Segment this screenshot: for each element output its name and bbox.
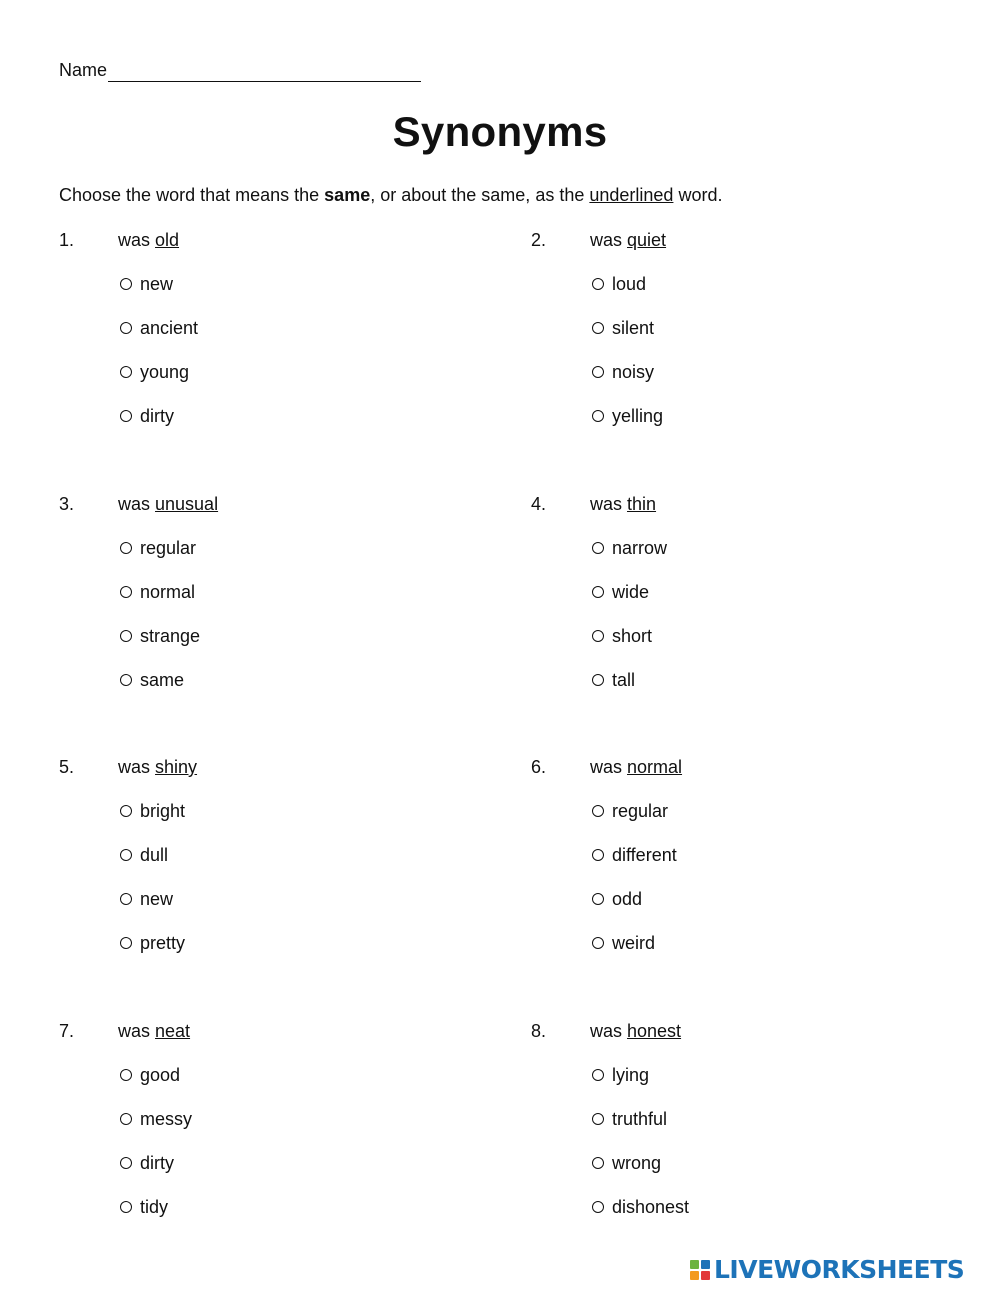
answer-option[interactable]: new bbox=[118, 272, 173, 296]
radio-circle-icon[interactable] bbox=[120, 630, 132, 642]
name-label: Name bbox=[59, 60, 108, 80]
answer-option[interactable]: regular bbox=[118, 536, 196, 560]
liveworksheets-logo bbox=[690, 1256, 964, 1284]
radio-circle-icon[interactable] bbox=[120, 366, 132, 378]
radio-circle-icon[interactable] bbox=[592, 278, 604, 290]
radio-circle-icon[interactable] bbox=[592, 937, 604, 949]
answer-option[interactable]: regular bbox=[590, 799, 668, 823]
radio-circle-icon[interactable] bbox=[120, 278, 132, 290]
radio-circle-icon[interactable] bbox=[120, 937, 132, 949]
radio-circle-icon[interactable] bbox=[592, 542, 604, 554]
radio-circle-icon[interactable] bbox=[120, 542, 132, 554]
radio-circle-icon[interactable] bbox=[592, 674, 604, 686]
radio-circle-icon[interactable] bbox=[120, 586, 132, 598]
radio-circle-icon[interactable] bbox=[120, 322, 132, 334]
answer-option[interactable]: silent bbox=[590, 316, 654, 340]
page-title: Synonyms bbox=[392, 108, 608, 155]
answer-option[interactable]: tidy bbox=[118, 1195, 168, 1219]
answer-option[interactable]: ancient bbox=[118, 316, 198, 340]
answer-option[interactable]: bright bbox=[118, 799, 185, 823]
radio-circle-icon[interactable] bbox=[120, 1201, 132, 1213]
logo-square-blue bbox=[701, 1260, 710, 1269]
question-number: 4. bbox=[531, 494, 547, 514]
answer-option[interactable]: normal bbox=[118, 580, 195, 604]
question-stem: was neat bbox=[118, 1021, 191, 1041]
radio-circle-icon[interactable] bbox=[592, 849, 604, 861]
answer-option[interactable]: short bbox=[590, 624, 652, 648]
target-word: shiny bbox=[155, 757, 198, 777]
answer-option[interactable]: narrow bbox=[590, 536, 667, 560]
radio-circle-icon[interactable] bbox=[120, 1069, 132, 1081]
question-2 bbox=[531, 228, 951, 428]
logo-square-red bbox=[701, 1271, 710, 1280]
question-number: 8. bbox=[531, 1021, 547, 1041]
answer-option[interactable]: yelling bbox=[590, 404, 663, 428]
answer-option[interactable]: truthful bbox=[590, 1107, 667, 1131]
radio-circle-icon[interactable] bbox=[120, 1157, 132, 1169]
answer-option[interactable]: dull bbox=[118, 843, 168, 867]
question-stem: was old bbox=[118, 230, 180, 250]
question-stem: was quiet bbox=[590, 230, 667, 250]
answer-option[interactable]: tall bbox=[590, 668, 635, 692]
radio-circle-icon[interactable] bbox=[120, 849, 132, 861]
target-word: honest bbox=[627, 1021, 682, 1041]
answer-option[interactable]: weird bbox=[590, 931, 655, 955]
radio-circle-icon[interactable] bbox=[592, 1113, 604, 1125]
answer-option[interactable]: wrong bbox=[590, 1151, 661, 1175]
target-word: neat bbox=[155, 1021, 191, 1041]
radio-circle-icon[interactable] bbox=[120, 893, 132, 905]
radio-circle-icon[interactable] bbox=[592, 410, 604, 422]
radio-circle-icon[interactable] bbox=[592, 1201, 604, 1213]
target-word: old bbox=[155, 230, 180, 250]
question-number: 3. bbox=[59, 494, 75, 514]
question-stem: was normal bbox=[590, 757, 683, 777]
question-number: 6. bbox=[531, 757, 547, 777]
answer-option[interactable]: odd bbox=[590, 887, 642, 911]
answer-option[interactable]: same bbox=[118, 668, 184, 692]
question-3 bbox=[59, 492, 479, 692]
question-4 bbox=[531, 492, 951, 692]
question-6 bbox=[531, 755, 951, 955]
radio-circle-icon[interactable] bbox=[592, 805, 604, 817]
question-stem: was thin bbox=[590, 494, 657, 514]
radio-circle-icon[interactable] bbox=[120, 410, 132, 422]
radio-circle-icon[interactable] bbox=[120, 674, 132, 686]
question-5 bbox=[59, 755, 479, 955]
answer-option[interactable]: young bbox=[118, 360, 189, 384]
target-word: thin bbox=[627, 494, 657, 514]
liveworksheets-logo-icon bbox=[690, 1260, 710, 1280]
answer-option[interactable]: new bbox=[118, 887, 173, 911]
radio-circle-icon[interactable] bbox=[592, 1157, 604, 1169]
answer-option[interactable]: wide bbox=[590, 580, 649, 604]
instructions-text-3: word. bbox=[673, 185, 723, 205]
question-7 bbox=[59, 1019, 479, 1219]
instructions-text-2: , or about the same, as the bbox=[370, 185, 590, 205]
answer-option[interactable]: good bbox=[118, 1063, 180, 1087]
answer-option[interactable]: strange bbox=[118, 624, 200, 648]
logo-text: LIVEWORKSHEETS bbox=[714, 1255, 965, 1284]
target-word: unusual bbox=[155, 494, 219, 514]
radio-circle-icon[interactable] bbox=[592, 893, 604, 905]
answer-option[interactable]: noisy bbox=[590, 360, 654, 384]
radio-circle-icon[interactable] bbox=[592, 366, 604, 378]
question-stem: was shiny bbox=[118, 757, 198, 777]
answer-option[interactable]: different bbox=[590, 843, 677, 867]
name-field[interactable] bbox=[59, 58, 421, 82]
answer-option[interactable]: lying bbox=[590, 1063, 649, 1087]
instructions-text-1: Choose the word that means the bbox=[59, 185, 325, 205]
radio-circle-icon[interactable] bbox=[592, 1069, 604, 1081]
instructions-bold-word: same bbox=[324, 185, 371, 205]
instructions bbox=[59, 183, 722, 207]
question-1 bbox=[59, 228, 479, 428]
question-number: 5. bbox=[59, 757, 75, 777]
logo-square-orange bbox=[690, 1271, 699, 1280]
target-word: normal bbox=[627, 757, 683, 777]
question-8 bbox=[531, 1019, 951, 1219]
radio-circle-icon[interactable] bbox=[120, 1113, 132, 1125]
question-number: 7. bbox=[59, 1021, 75, 1041]
question-number: 2. bbox=[531, 230, 547, 250]
question-stem: was honest bbox=[590, 1021, 682, 1041]
radio-circle-icon[interactable] bbox=[592, 586, 604, 598]
answer-option[interactable]: dishonest bbox=[590, 1195, 689, 1219]
instructions-underlined-word: underlined bbox=[589, 185, 674, 205]
answer-option[interactable]: dirty bbox=[118, 404, 174, 428]
question-stem: was unusual bbox=[118, 494, 219, 514]
target-word: quiet bbox=[627, 230, 667, 250]
radio-circle-icon[interactable] bbox=[592, 630, 604, 642]
name-blank-line[interactable] bbox=[108, 63, 421, 82]
answer-option[interactable]: pretty bbox=[118, 931, 185, 955]
answer-option[interactable]: dirty bbox=[118, 1151, 174, 1175]
question-number: 1. bbox=[59, 230, 75, 250]
radio-circle-icon[interactable] bbox=[592, 322, 604, 334]
radio-circle-icon[interactable] bbox=[120, 805, 132, 817]
answer-option[interactable]: messy bbox=[118, 1107, 192, 1131]
logo-square-green bbox=[690, 1260, 699, 1269]
answer-option[interactable]: loud bbox=[590, 272, 646, 296]
